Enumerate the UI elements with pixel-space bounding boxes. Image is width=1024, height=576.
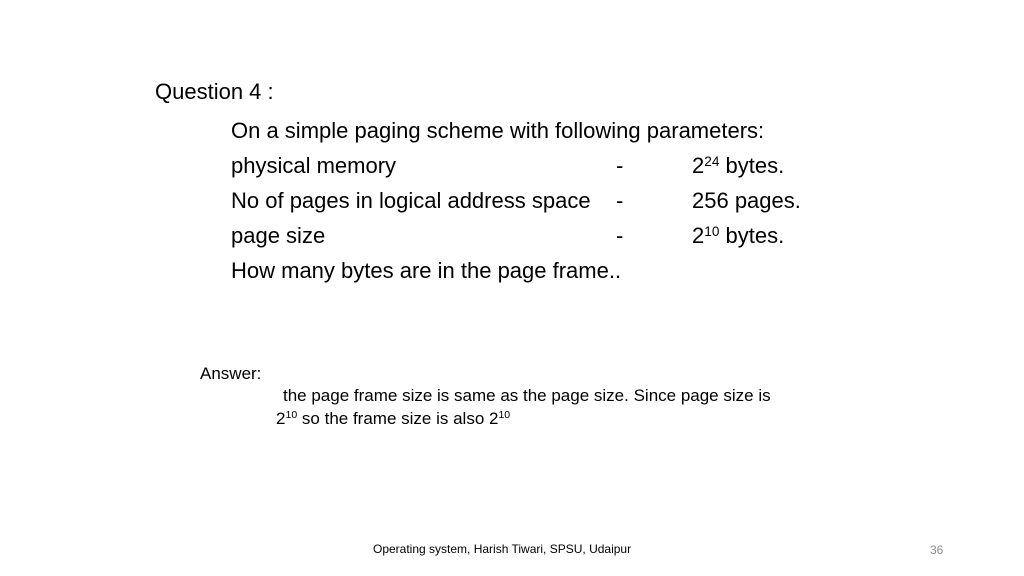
footer-text: Operating system, Harish Tiwari, SPSU, Udaipur bbox=[373, 542, 632, 556]
param-unit: bytes. bbox=[725, 153, 785, 178]
param-label: page size bbox=[231, 223, 326, 248]
answer-line-1: the page frame size is same as the page size. Since page size is bbox=[283, 386, 771, 405]
param-value bbox=[692, 218, 784, 256]
answer-line-2 bbox=[276, 409, 510, 431]
answer-exponent: 10 bbox=[498, 409, 511, 422]
param-unit: bytes. bbox=[725, 223, 785, 248]
answer-middle-text: so the frame size is also 2 bbox=[301, 409, 499, 428]
param-value: 256 pages. bbox=[692, 188, 801, 213]
answer-label: Answer: bbox=[200, 364, 262, 383]
param-dash: - bbox=[616, 153, 624, 178]
param-base: 2 bbox=[692, 223, 705, 248]
param-dash: - bbox=[616, 188, 624, 213]
param-dash: - bbox=[616, 223, 624, 248]
question-intro-text: On a simple paging scheme with following parameters: bbox=[231, 118, 765, 143]
param-value bbox=[692, 148, 784, 186]
param-base: 2 bbox=[692, 153, 705, 178]
param-label: No of pages in logical address space bbox=[231, 188, 591, 213]
question-ask-text: How many bytes are in the page frame.. bbox=[231, 258, 622, 283]
question-heading: Question 4 : bbox=[155, 79, 274, 104]
param-exponent: 24 bbox=[704, 153, 720, 169]
answer-base: 2 bbox=[276, 409, 286, 428]
page-number: 36 bbox=[930, 543, 944, 557]
param-exponent: 10 bbox=[704, 223, 720, 239]
answer-exponent: 10 bbox=[285, 409, 298, 422]
param-label: physical memory bbox=[231, 153, 397, 178]
